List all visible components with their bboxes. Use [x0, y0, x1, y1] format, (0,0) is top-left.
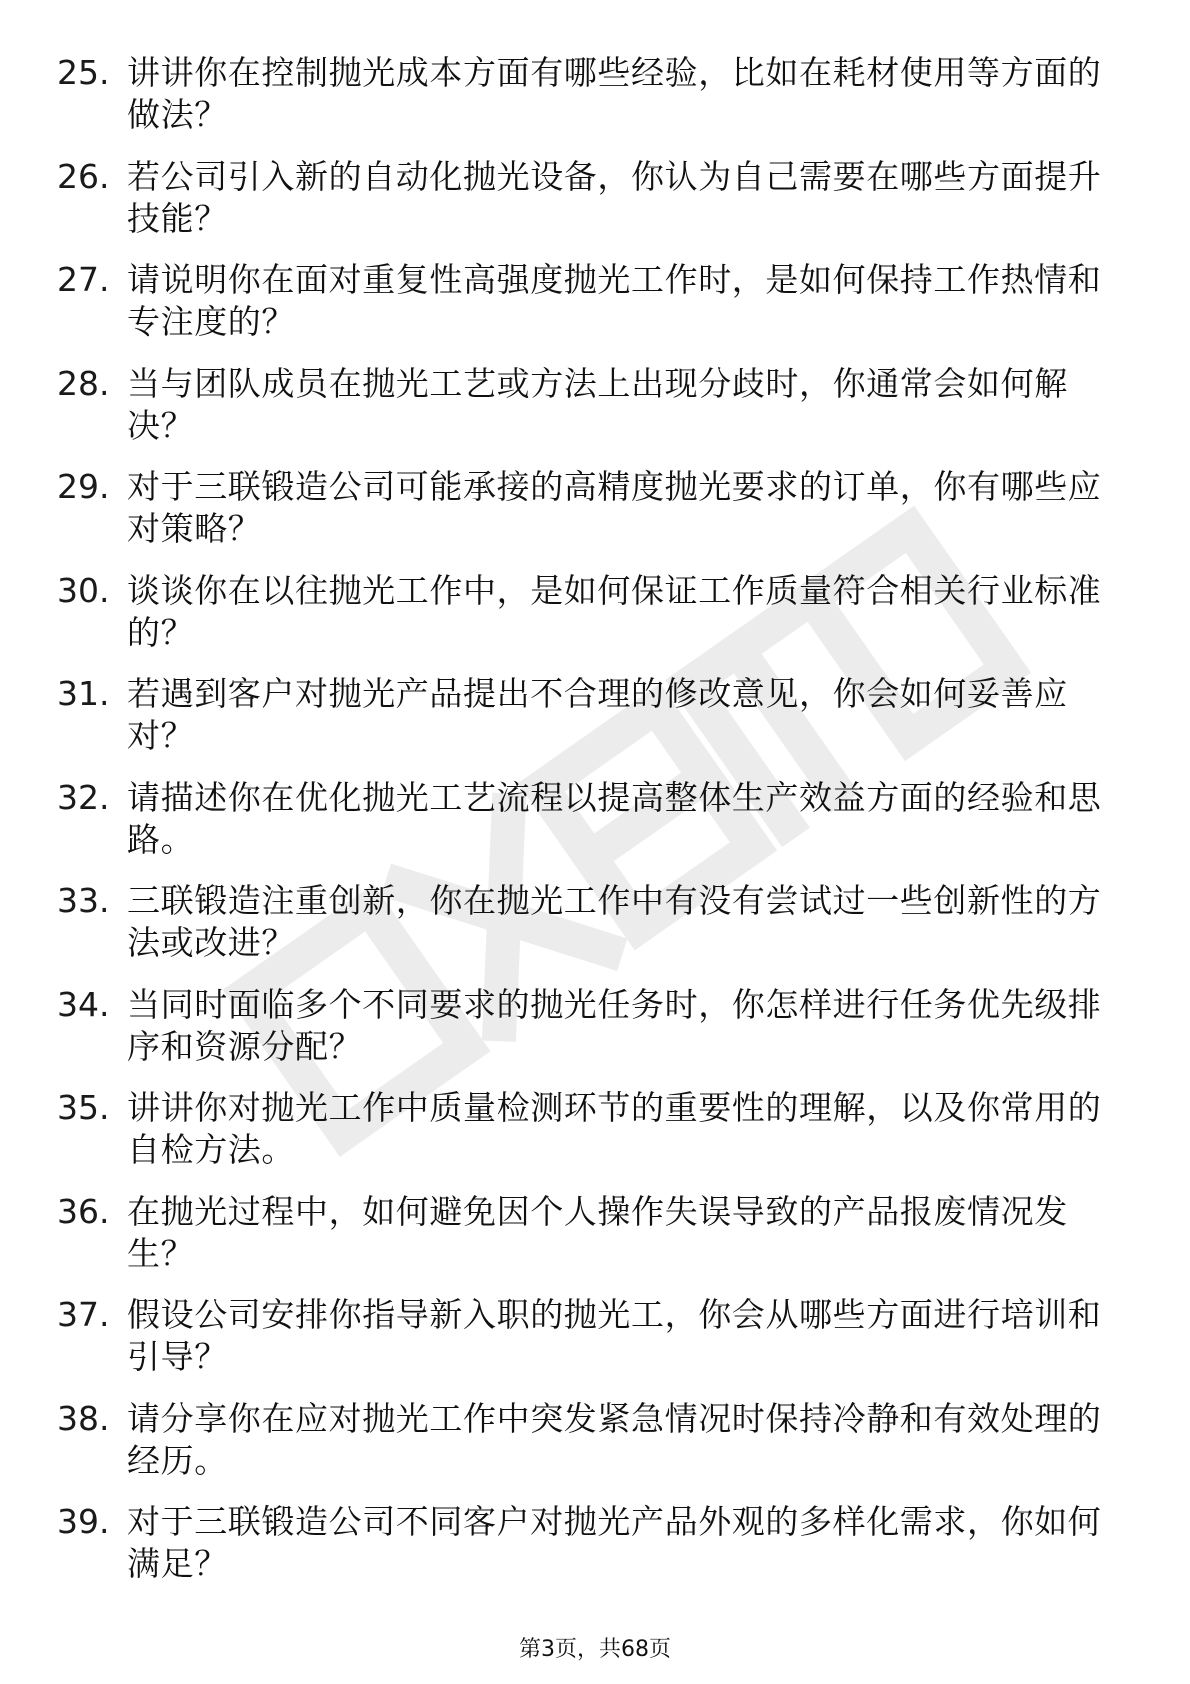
question-number: 28. [57, 363, 110, 403]
question-item [0, 1501, 1190, 1605]
question-text: 对于三联锻造公司可能承接的高精度抛光要求的订单，你有哪些应对策略？ [127, 467, 1102, 548]
question-number: 33. [57, 881, 110, 920]
question-text: 请说明你在面对重复性高强度抛光工作时，是如何保持工作热情和专注度的？ [127, 260, 1102, 341]
question-item [0, 777, 1190, 881]
question-item [0, 259, 1190, 363]
question-number: 29. [57, 467, 110, 506]
question-item [0, 156, 1190, 260]
question-text: 三联锻造注重创新，你在抛光工作中有没有尝试过一些创新性的方法或改进？ [127, 881, 1102, 962]
question-number: 39. [57, 1502, 110, 1541]
question-item [0, 570, 1190, 674]
question-text: 请分享你在应对抛光工作中突发紧急情况时保持冷静和有效处理的经历。 [127, 1398, 1102, 1480]
question-number: 36. [57, 1191, 110, 1231]
question-text: 讲讲你对抛光工作中质量检测环节的重要性的理解，以及你常用的自检方法。 [127, 1088, 1102, 1169]
question-item [0, 673, 1190, 777]
question-number: 27. [57, 260, 110, 299]
question-item [0, 466, 1190, 570]
question-item [0, 880, 1190, 984]
question-item [0, 984, 1190, 1088]
question-item [0, 1191, 1190, 1295]
question-item [0, 363, 1190, 467]
question-number: 26. [57, 156, 110, 196]
question-number: 31. [57, 674, 110, 713]
page-footer: 第3页，共68页 [519, 1637, 671, 1662]
question-text: 对于三联锻造公司不同客户对抛光产品外观的多样化需求，你如何满足？ [127, 1502, 1102, 1583]
question-number: 32. [57, 777, 110, 817]
question-text: 假设公司安排你指导新入职的抛光工，你会从哪些方面进行培训和引导？ [127, 1295, 1102, 1376]
question-text: 请描述你在优化抛光工艺流程以提高整体生产效益方面的经验和思路。 [127, 777, 1102, 859]
question-item [0, 1398, 1190, 1502]
question-number: 38. [57, 1398, 110, 1438]
question-text: 当与团队成员在抛光工艺或方法上出现分歧时，你通常会如何解决？ [127, 363, 1068, 445]
question-text: 在抛光过程中，如何避免因个人操作失误导致的产品报废情况发生？ [127, 1191, 1068, 1273]
question-list [0, 52, 1190, 1605]
question-item [0, 1294, 1190, 1398]
question-text: 讲讲你在控制抛光成本方面有哪些经验，比如在耗材使用等方面的做法？ [127, 53, 1102, 134]
question-number: 37. [57, 1295, 110, 1334]
question-item [0, 1087, 1190, 1191]
question-number: 30. [57, 570, 110, 610]
question-number: 25. [57, 53, 110, 92]
question-number: 34. [57, 984, 110, 1024]
question-number: 35. [57, 1088, 110, 1127]
question-text: 若公司引入新的自动化抛光设备，你认为自己需要在哪些方面提升技能？ [127, 156, 1102, 238]
question-text: 谈谈你在以往抛光工作中，是如何保证工作质量符合相关行业标准的？ [127, 570, 1102, 652]
question-text: 若遇到客户对抛光产品提出不合理的修改意见，你会如何妥善应对？ [127, 674, 1068, 755]
question-text: 当同时面临多个不同要求的抛光任务时，你怎样进行任务优先级排序和资源分配？ [127, 984, 1102, 1066]
question-item [0, 52, 1190, 156]
